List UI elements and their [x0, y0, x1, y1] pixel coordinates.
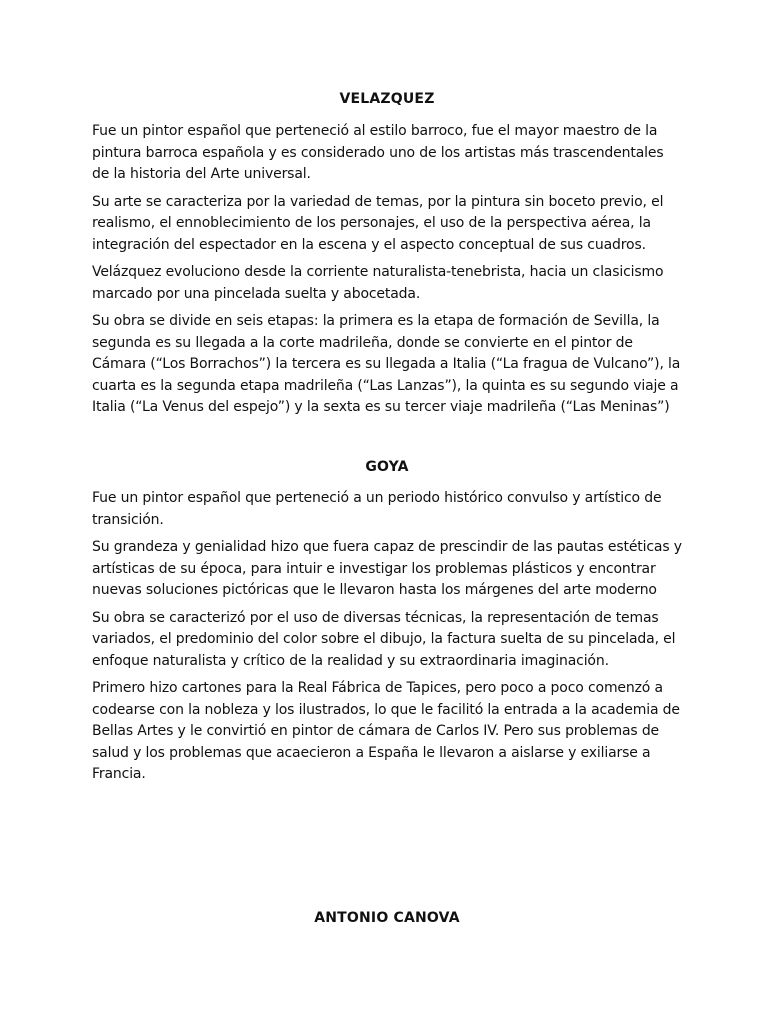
paragraph: [92, 311, 682, 419]
text-line: integración del espectador en la escena y el aspecto conceptual de sus cuadros.: [92, 236, 646, 253]
text-line: enfoque naturalista y crítico de la realidad y su extraordinaria imaginación.: [92, 652, 609, 669]
text-line: Fue un pintor español que perteneció a un periodo histórico convulso y artístico de: [92, 490, 662, 506]
section-heading: ANTONIO CANOVA: [314, 910, 460, 926]
text-line: pintura barroca española y es considerado uno de los artistas más trascendentales: [92, 144, 664, 161]
text-line: Cámara (“Los Borrachos”) la tercera es su llegada a Italia (“La fragua de Vulcano”), la: [92, 356, 681, 372]
section-velazquez: [92, 90, 682, 425]
text-line: variados, el predominio del color sobre el dibujo, la factura suelta de su pincelada, el: [92, 631, 676, 647]
text-line: segunda es su llegada a la corte madrileña, donde se convierte en el pintor de: [92, 334, 633, 351]
text-line: de la historia del Arte universal.: [92, 166, 311, 182]
text-line: Velázquez evoluciono desde la corriente naturalista-tenebrista, hacia un clasicismo: [92, 264, 664, 280]
paragraph: [92, 608, 682, 673]
text-line: Su arte se caracteriza por la variedad de temas, por la pintura sin boceto previo, el: [92, 193, 664, 210]
text-line: cuarta es la segunda etapa madrileña (“Las Lanzas”), la quinta es su segundo viaje a: [92, 377, 679, 394]
text-line: Su grandeza y genialidad hizo que fuera capaz de prescindir de las pautas estéticas y: [92, 539, 682, 555]
text-line: Bellas Artes y le convirtió en pintor de cámara de Carlos IV. Pero sus problemas de: [92, 723, 660, 739]
text-line: codearse con la nobleza y los ilustrados, lo que le facilitó la entrada a la academia de: [92, 701, 680, 718]
text-line: Fue un pintor español que perteneció al estilo barroco, fue el mayor maestro de la: [92, 123, 658, 139]
section-heading: VELAZQUEZ: [339, 91, 435, 107]
paragraph: [92, 678, 682, 786]
text-line: artísticas de su época, para intuir e investigar los problemas plásticos y encontrar: [92, 560, 656, 577]
text-line: transición.: [92, 511, 164, 528]
text-line: realismo, el ennoblecimiento de los personajes, el uso de la perspectiva aérea, la: [92, 215, 651, 231]
section-goya: [92, 458, 682, 792]
text-line: Francia.: [92, 766, 146, 782]
section-antonio-canova: [92, 909, 682, 927]
text-line: nuevas soluciones pictóricas que le llevaron hasta los márgenes del arte moderno: [92, 582, 657, 598]
paragraph: [92, 121, 682, 186]
paragraph: [92, 192, 682, 257]
text-line: marcado por una pincelada suelta y abocetada.: [92, 285, 421, 302]
paragraph: [92, 537, 682, 602]
text-line: Su obra se caracterizó por el uso de diversas técnicas, la representación de temas: [92, 609, 659, 626]
text-line: Italia (“La Venus del espejo”) y la sexta es su tercer viaje madrileña (“Las Meninas”): [92, 399, 670, 415]
text-line: Su obra se divide en seis etapas: la primera es la etapa de formación de Sevilla, la: [92, 313, 660, 329]
paragraph: [92, 488, 682, 531]
text-line: salud y los problemas que acaecieron a España le llevaron a aislarse y exiliarse a: [92, 744, 651, 761]
section-heading: GOYA: [365, 459, 409, 475]
paragraph: [92, 262, 682, 305]
text-line: Primero hizo cartones para la Real Fábrica de Tapices, pero poco a poco comenzó a: [92, 680, 663, 696]
